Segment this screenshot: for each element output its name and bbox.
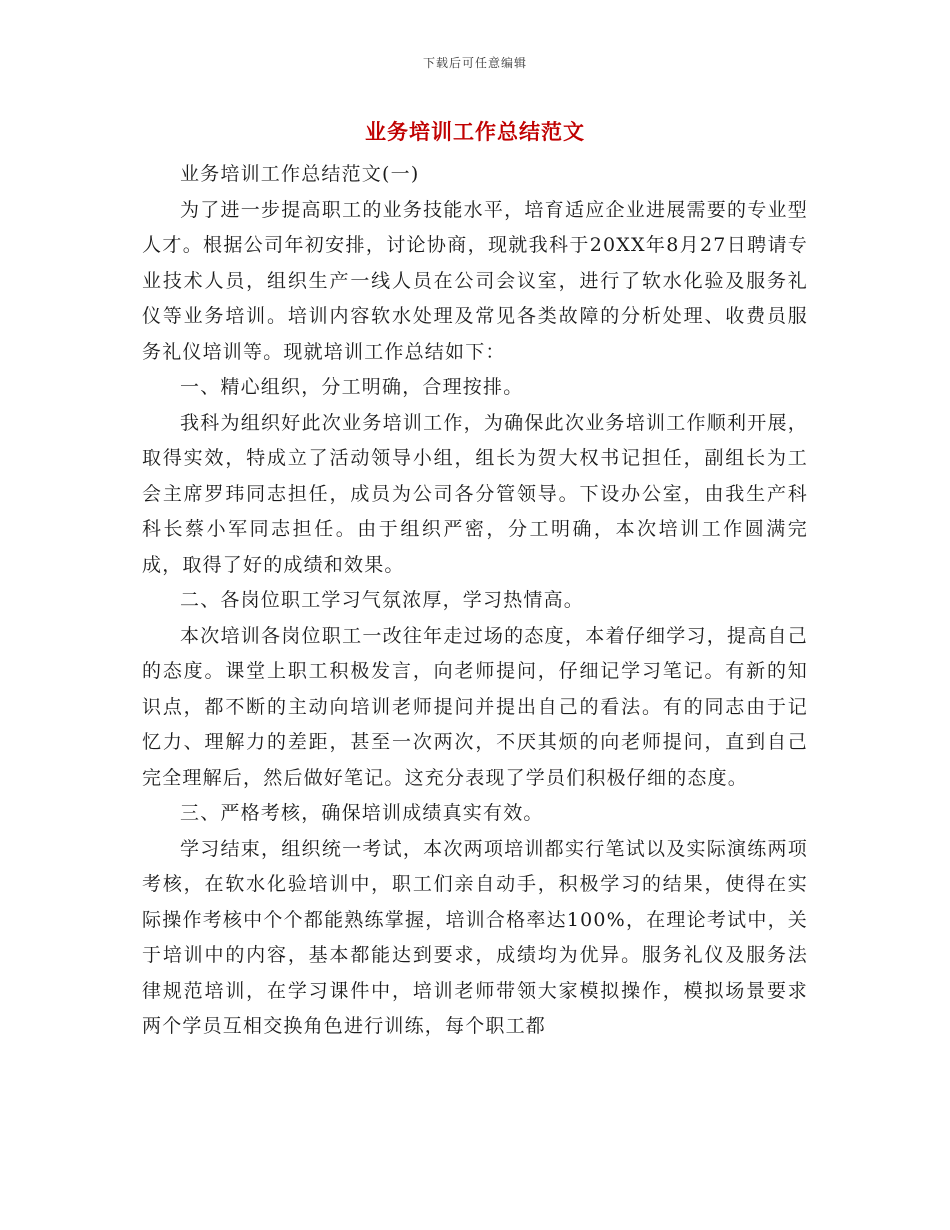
subtitle-paragraph: 业务培训工作总结范文(一) <box>180 163 420 185</box>
header-note: 下载后可任意编辑 <box>422 56 527 70</box>
body-paragraph: 本次培训各岗位职工一改往年走过场的态度，本着仔细学习，提高自己的态度。课堂上职工积极发言，向老师提问，仔细记学习笔记。有新的知识点，都不断的主动向培训老师提问并提出自己的看法。有的同志由于记忆力、理解力的差距，甚至一次两次，不厌其烦的向老师提问，直到自己完全理解后，然后做好笔记。这充分表现了学员们积极仔细的态度。 <box>142 624 808 789</box>
section-heading: 一、精心组织，分工明确，合理按排。 <box>180 376 524 398</box>
document-title: 业务培训工作总结范文 <box>365 119 585 144</box>
body-paragraph: 为了进一步提高职工的业务技能水平，培育适应企业进展需要的专业型人才。根据公司年初安排，讨论协商，现就我科于20XX年8月27日聘请专业技术人员，组织生产一线人员在公司会议室，进行了软水化验及服务礼仪等业务培训。培训内容软水处理及常见各类故障的分析处理、收费员服务礼仪培训等。现就培训工作总结如下： <box>142 198 808 363</box>
section-heading: 二、各岗位职工学习气氛浓厚，学习热情高。 <box>180 589 585 611</box>
document-body <box>142 157 808 1045</box>
body-paragraph: 我科为组织好此次业务培训工作，为确保此次业务培训工作顺利开展，取得实效，特成立了活动领导小组，组长为贺大权书记担任，副组长为工会主席罗玮同志担任，成员为公司各分管领导。下设办公室，由我生产科科长蔡小军同志担任。由于组织严密，分工明确，本次培训工作圆满完成，取得了好的成绩和效果。 <box>142 411 808 576</box>
section-heading: 三、严格考核，确保培训成绩真实有效。 <box>180 802 544 824</box>
body-paragraph: 学习结束，组织统一考试，本次两项培训都实行笔试以及实际演练两项考核，在软水化验培训中，职工们亲自动手，积极学习的结果，使得在实际操作考核中个个都能熟练掌握，培训合格率达100%，在理论考试中，关于培训中的内容，基本都能达到要求，成绩均为优异。服务礼仪及服务法律规范培训，在学习课件中，培训老师带领大家模拟操作，模拟场景要求两个学员互相交换角色进行训练，每个职工都 <box>142 837 808 1037</box>
